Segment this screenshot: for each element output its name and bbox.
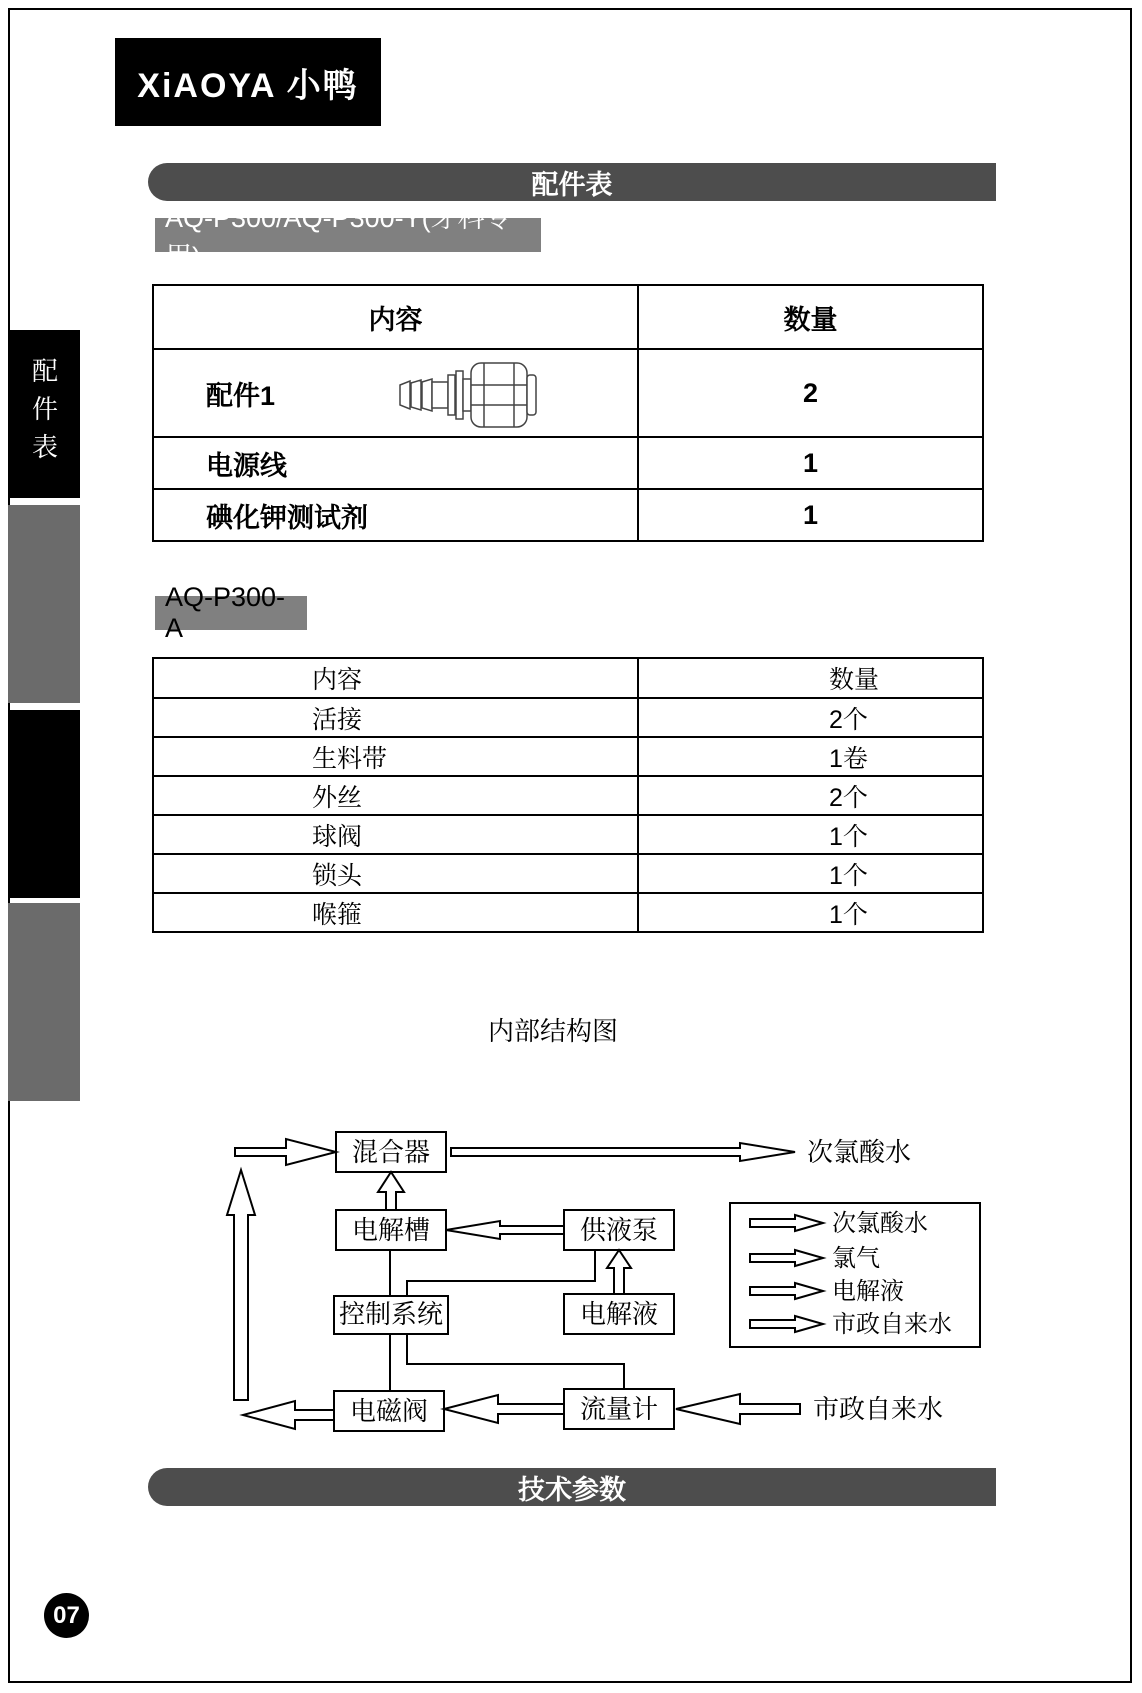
col-header-quantity: 数量 bbox=[638, 285, 983, 349]
legend-label-electrolyte: 电解液 bbox=[832, 1278, 904, 1305]
box-label-control-system: 控制系统 bbox=[338, 1299, 444, 1329]
arrow-into-mixer bbox=[235, 1139, 336, 1165]
table-row bbox=[153, 349, 983, 437]
item-qty: 1卷 bbox=[638, 737, 983, 776]
diagram-title: 内部结构图 bbox=[487, 1016, 619, 1046]
table-row bbox=[153, 854, 983, 893]
table-row bbox=[153, 776, 983, 815]
arrow-mixer-to-output bbox=[451, 1143, 795, 1161]
wire-control-flowmeter bbox=[407, 1334, 624, 1389]
accessories-table-dental bbox=[152, 284, 984, 542]
item-name: 活接 bbox=[153, 698, 638, 737]
table-row bbox=[153, 893, 983, 932]
page-number: 07 bbox=[53, 1601, 80, 1629]
sidebar-block-gray-1 bbox=[8, 505, 80, 703]
page-number-badge bbox=[44, 1593, 89, 1638]
arrow-tapwater-into-flowmeter bbox=[676, 1394, 800, 1424]
item-qty: 2个 bbox=[638, 698, 983, 737]
sidebar-tab-label: 配件表 bbox=[28, 357, 59, 471]
col-header-content: 内容 bbox=[153, 285, 638, 349]
item-qty: 1 bbox=[638, 437, 983, 489]
item-name: 生料带 bbox=[153, 737, 638, 776]
item-name: 外丝 bbox=[153, 776, 638, 815]
internal-structure-diagram bbox=[195, 1005, 985, 1455]
table-row bbox=[153, 698, 983, 737]
item-qty: 1 bbox=[638, 489, 983, 541]
legend-label-tap-water: 市政自来水 bbox=[832, 1311, 952, 1338]
item-name: 配件1 bbox=[206, 380, 276, 411]
arrow-recirculation-up bbox=[227, 1170, 255, 1400]
arrow-flowmeter-to-solenoid bbox=[444, 1395, 564, 1423]
table-row bbox=[153, 489, 983, 541]
section-bar-accessories-label: 配件表 bbox=[531, 169, 613, 200]
item-name: 喉箍 bbox=[153, 893, 638, 932]
legend-label-output-water: 次氯酸水 bbox=[832, 1210, 928, 1237]
arrow-pump-to-electrolysis bbox=[446, 1221, 564, 1239]
item-qty: 1个 bbox=[638, 893, 983, 932]
table-header-row bbox=[153, 658, 983, 698]
item-name-cell bbox=[153, 349, 638, 437]
legend-arrow-1 bbox=[750, 1215, 823, 1231]
table-header-row bbox=[153, 285, 983, 349]
sidebar-block-gray-3 bbox=[8, 903, 80, 1101]
model-label-a: AQ-P300-A bbox=[155, 596, 307, 630]
arrow-electrolysis-to-mixer bbox=[378, 1172, 404, 1210]
box-label-mixer: 混合器 bbox=[351, 1137, 431, 1167]
box-label-flow-meter: 流量计 bbox=[579, 1394, 659, 1424]
item-name: 碘化钾测试剂 bbox=[153, 489, 638, 541]
item-name: 锁头 bbox=[153, 854, 638, 893]
item-qty: 2 bbox=[638, 349, 983, 437]
brand-logo-text: XiAOYA 小鸭 bbox=[137, 66, 359, 105]
table-row bbox=[153, 437, 983, 489]
col-header-quantity: 数量 bbox=[638, 658, 983, 698]
box-label-supply-pump: 供液泵 bbox=[579, 1215, 659, 1245]
model-label-dental: AQ-P300/AQ-P300-Y(牙科专用) bbox=[155, 218, 541, 252]
arrow-solenoid-to-left bbox=[243, 1401, 334, 1429]
box-label-electrolyte: 电解液 bbox=[579, 1299, 659, 1329]
wire-control-pump bbox=[407, 1250, 595, 1296]
legend-arrow-2 bbox=[750, 1250, 823, 1266]
item-qty: 1个 bbox=[638, 815, 983, 854]
legend-arrow-4 bbox=[750, 1316, 823, 1332]
label-output-water: 次氯酸水 bbox=[807, 1137, 912, 1167]
item-name: 球阀 bbox=[153, 815, 638, 854]
col-header-content: 内容 bbox=[153, 658, 638, 698]
item-qty: 2个 bbox=[638, 776, 983, 815]
table-row bbox=[153, 815, 983, 854]
accessories-table-a bbox=[152, 657, 984, 933]
legend-label-chlorine-gas: 氯气 bbox=[832, 1245, 880, 1272]
section-bar-tech-params bbox=[148, 1468, 996, 1506]
brand-logo bbox=[115, 38, 381, 126]
table-row bbox=[153, 737, 983, 776]
label-tap-water: 市政自来水 bbox=[813, 1394, 944, 1424]
box-label-solenoid-valve: 电磁阀 bbox=[349, 1396, 429, 1426]
section-bar-tech-params-label: 技术参数 bbox=[518, 1474, 626, 1505]
sidebar-tab-accessories bbox=[8, 330, 80, 498]
item-name: 电源线 bbox=[153, 437, 638, 489]
item-qty: 1个 bbox=[638, 854, 983, 893]
pipe-fitting-image bbox=[394, 355, 544, 435]
arrow-electrolyte-to-pump bbox=[607, 1250, 631, 1294]
legend-arrow-3 bbox=[750, 1283, 823, 1299]
sidebar-block-black-2 bbox=[8, 710, 80, 898]
box-label-electrolysis-tank: 电解槽 bbox=[351, 1215, 431, 1245]
